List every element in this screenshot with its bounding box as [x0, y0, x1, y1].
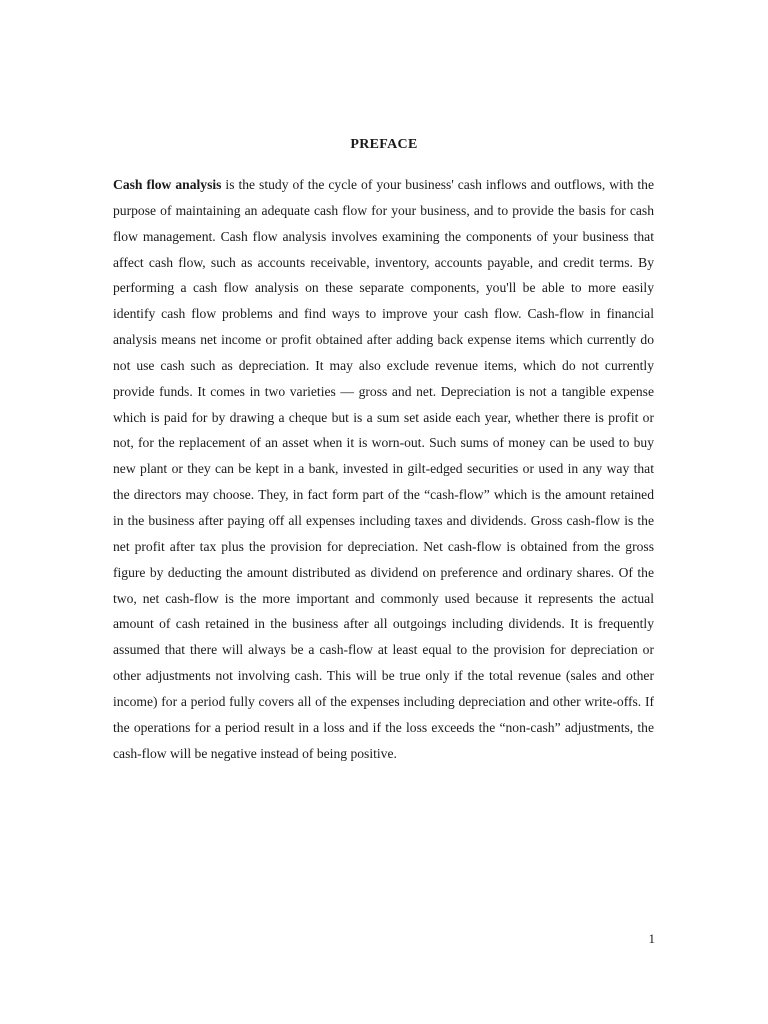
page-title: PREFACE — [350, 137, 418, 152]
page-number: 1 — [648, 931, 655, 946]
paragraph-body: is the study of the cycle of your business' cash inflows and outflows, with the purpose of maintaining an adequate cash flow for your business, and to provide the basis for cash flow management. Cash flow analysis involves examining the components of your business that affect cash flow, such as accounts receivable, inventory, accounts payable, and credit terms. By performing a cash flow analysis on these separate components, you'll be able to more easily identify cash flow problems and find ways to improve your cash flow. Cash-flow in financial analysis means net income or profit obtained after adding back expense items which currently do not use cash such as depreciation. It may also exclude revenue items, which do not currently provide funds. It comes in two varieties — gross and net. Depreciation is not a tangible expense which is paid for by drawing a cheque but is a sum set aside each year, whether there is profit or not, for the replacement of an asset when it is worn-out. Such sums of money can be used to buy new plant or they can be kept in a bank, invested in gilt-edged securities or used in any way that the directors may choose. They, in fact form part of the “cash-flow” which is the amount retained in the business after paying off all expenses including taxes and dividends. Gross cash-flow is the net profit after tax plus the provision for depreciation. Net cash-flow is obtained from the gross figure by deducting the amount distributed as dividend on preference and ordinary shares. Of the two, net cash-flow is the more important and commonly used because it represents the actual amount of cash retained in the business after all outgoings including dividends. It is frequently assumed that there will always be a cash-flow at least equal to the provision for depreciation or other adjustments not involving cash. This will be true only if the total revenue (sales and other income) for a period fully covers all of the expenses including depreciation and other write-offs. If the operations for a period result in a loss and if the loss exceeds the “non-cash” adjustments, the cash-flow will be negative instead of being positive. — [113, 177, 654, 761]
preface-paragraph — [113, 172, 654, 766]
lead-term: Cash flow analysis — [113, 177, 222, 192]
